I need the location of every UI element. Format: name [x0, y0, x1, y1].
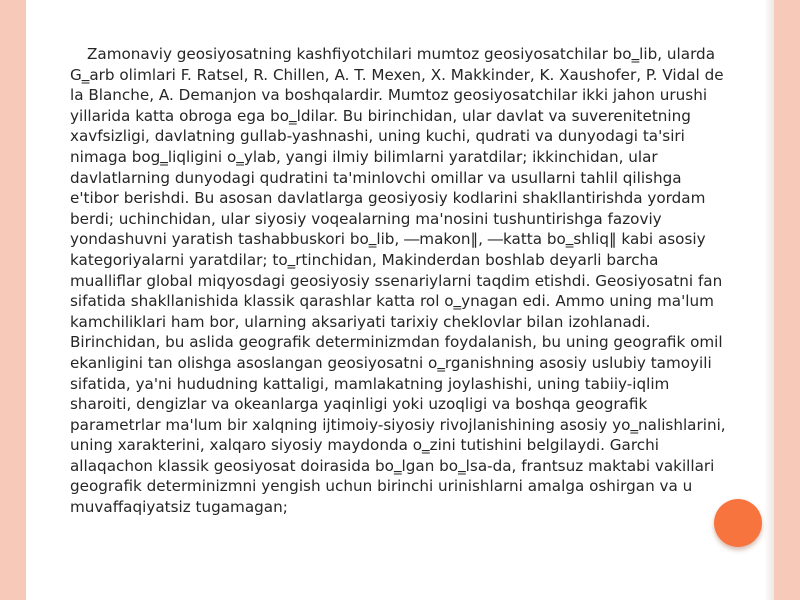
- decorative-orange-circle: [714, 499, 762, 547]
- body-paragraph: Zamonaviy geosiyosatning kashfiyotchilari mumtoz geosiyosatchilar bo‗lib, ularda G‗arb olimlari F. Ratsel, R. Chillen, A. T. Mexen, X. Makkinder, K. Xaushofer, P. Vidal de la Blanche, A. Demanjon va boshqalardir. Mumtoz geosiyosatchilar ikki jahon urushi yillarida katta obroga ega bo‗ldilar. Bu birinchidan, ular davlat va suverenitetning xavfsizligi, davlatning gullab-yashnashi, uning kuchi, qudrati va dunyodagi ta'siri nimaga bog‗liqligini o‗ylab, yangi ilmiy bilimlarni yaratdilar; ikkinchidan, ular davlatlarning dunyodagi qudratini ta'minlovchi omillar va usullarni tahlil qilishga e'tibor berishdi. Bu asosan davlatlarga geosiyosiy kodlarini shakllantirishda yordam berdi; uchinchidan, ular siyosiy voqealarning ma'nosini tushuntirishga fazoviy yondashuvni yaratish tashabbuskori bo‗lib, ―makon‖, ―katta bo‗shliq‖ kabi asosiy kategoriyalarni yaratdilar; to‗rtinchidan, Makinderdan boshlab deyarli barcha mualliflar global miqyosdagi geosiyosiy ssenariylarni taqdim etishdi. Geosiyosatni fan sifatida shakllanishida klassik qarashlar katta rol o‗ynagan edi. Ammo uning ma'lum kamchiliklari ham bor, ularning aksariyati tarixiy cheklovlar bilan izohlanadi. Birinchidan, bu aslida geografik determinizmdan foydalanish, bu uning geografik omil ekanligini tan olishga asoslangan geosiyosatni o‗rganishning asosiy uslubiy tamoyili sifatida, ya'ni hududning kattaligi, mamlakatning joylashishi, uning tabiiy-iqlim sharoiti, dengizlar va okeanlarga yaqinligi yoki uzoqligi va boshqa geografik parametrlar ma'lum bir xalqning ijtimoiy-siyosiy rivojlanishining asosiy yo‗nalishlarini, uning xarakterini, xalqaro siyosiy maydonda o‗zini tutishini belgilaydi. Garchi allaqachon klassik geosiyosat doirasida bo‗lgan bo‗lsa-da, frantsuz maktabi vakillari geografik determinizmni yengish uchun birinchi urinishlarni amalga oshirgan va u muvaffaqiyatsiz tugamagan;: [70, 45, 726, 517]
- left-frame-border: [0, 0, 26, 600]
- right-frame-border: [774, 0, 800, 600]
- slide-edge-shadow: [764, 0, 774, 600]
